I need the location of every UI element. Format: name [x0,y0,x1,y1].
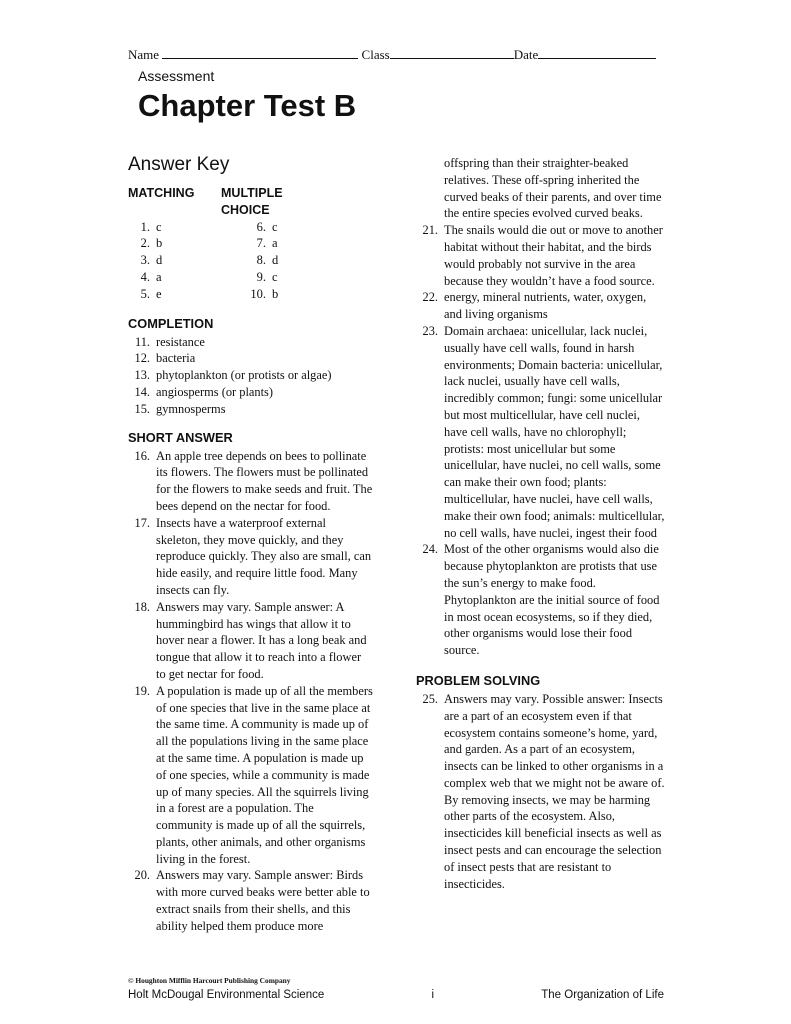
item-number: 3. [140,253,150,268]
item-answer: c [272,269,278,284]
list-item [128,252,221,269]
list-item [128,515,373,599]
item-number: 20. [134,868,150,883]
item-number: 5. [140,286,150,301]
item-answer: a [156,269,162,284]
list-item [416,541,666,659]
item-number: 8. [256,253,266,268]
item-answer: c [272,219,278,234]
item-number: 24. [422,542,438,557]
list-item [128,401,373,418]
item-answer: e [156,286,162,301]
footer-page-number: i [431,989,435,1001]
item-number: 23. [422,323,438,338]
matching-heading: MATCHING [128,186,195,200]
footer-book-title: Holt McDougal Environmental Science [128,989,325,1001]
problem-solving-heading: PROBLEM SOLVING [416,672,541,688]
list-item [416,222,666,289]
item-number: 16. [134,448,150,463]
item-number: 19. [134,683,150,698]
item-text: gymnosperms [156,401,226,416]
item-number: 4. [140,269,150,284]
list-item [128,269,221,286]
list-item [221,269,321,286]
item-text: Domain archaea: unicellular, lack nuclei, usually have cell walls, found in harsh environments; Domain bacteria: unicellular, lack nuclei, usually have cell walls, incredibly common; fungi: some unicellular but most multicellular, have cell nuclei, have cell walls, have no chlorophyll; protists: most unicellular but some unicellular, have nuclei, no cell walls, some can make their own food; plants: multicellular, have nuclei, have cell walls, make their own food; animals: multicellular, no cell walls, have nuclei, ingest their food [444,323,665,540]
list-item [221,219,321,236]
item-number: 2. [140,236,150,251]
short-answer-list [128,448,373,935]
item-text: Insects have a waterproof external skeleton, they move quickly, and they reproduce quickly. They also are small, can hide easily, and require little food. Many insects can fly. [156,515,372,597]
item-text: resistance [156,334,205,349]
item-answer: b [272,286,279,301]
item-answer: a [272,236,278,251]
item-number: 25. [422,691,438,706]
class-blank [390,46,514,59]
item-text: angiosperms (or plants) [156,384,273,399]
list-item [416,289,666,323]
item-text: Most of the other organisms would also die because phytoplankton are protists that use the sun’s energy to make food. Phytoplankton are the initial source of food in most ocean ecosystems, so if they died, other organisms would lose their food source. [444,542,660,658]
list-item [128,867,373,934]
item-number: 1. [140,219,150,234]
matching-list [128,219,221,303]
item-number: 17. [134,515,150,530]
item-number: 22. [422,290,438,305]
date-label: Date [513,47,539,62]
list-item [128,599,373,683]
list-item [128,235,221,252]
footer-chapter-title: The Organization of Life [541,989,664,1001]
item-number: 18. [134,599,150,614]
item-20-continued: offspring than their straighter-beaked relatives. These off-spring inherited the curved beaks of their parents, and over time the entire species evolved curved beaks. [444,156,662,221]
item-answer: d [272,253,279,268]
multiple-choice-list [221,219,321,303]
left-column [128,154,373,935]
item-text: Answers may vary. Sample answer: Birds with more curved beaks were better able to extract snails from their shells, and this ability helped them produce more [156,868,370,933]
item-number: 7. [256,236,266,251]
item-number: 11. [134,334,150,349]
short-answer-heading: SHORT ANSWER [128,429,233,445]
assessment-label: Assessment [138,68,215,84]
copyright-notice: © Houghton Mifflin Harcourt Publishing Company [128,976,291,985]
list-item [128,367,373,384]
item-number: 15. [134,401,150,416]
item-number: 14. [134,384,150,399]
list-item [128,384,373,401]
list-item [221,286,321,303]
list-item [416,323,666,541]
list-item [128,286,221,303]
item-answer: c [156,219,162,234]
item-number: 10. [250,286,266,301]
list-item [416,691,666,893]
completion-list [128,334,373,418]
item-number: 6. [256,219,266,234]
list-item [221,235,321,252]
list-item [128,683,373,868]
date-blank [538,46,656,59]
item-text: Answers may vary. Possible answer: Insects are a part of an ecosystem even if that ecosystem contains someone’s home, yard, and garden. As a part of an ecosystem, insects can be linked to other organisms in a complex web that we might not be aware of. By removing insects, we may be harming other parts of the ecosystem. Also, insecticides kill beneficial insects as well as insect pests and can encourage the selection of insect pests that are resistant to insecticides. [444,691,665,891]
item-number: 12. [134,351,150,366]
list-item [128,219,221,236]
item-text: energy, mineral nutrients, water, oxygen, and living organisms [444,290,647,322]
item-answer: d [156,253,163,268]
item-text: phytoplankton (or protists or algae) [156,368,332,383]
right-column [416,155,666,892]
item-text: bacteria [156,351,196,366]
name-label: Name [128,47,160,62]
item-text: An apple tree depends on bees to pollinate its flowers. The flowers must be pollinated for the flowers to make seeds and fruit. The bees depend on the nectar for food. [156,448,373,513]
item-number: 13. [134,368,150,383]
item-text: Answers may vary. Sample answer: A hummingbird has wings that allow it to hover near a flower. It has a long beak and tongue that allow it to reach into a flower to get nectar for food. [156,599,367,681]
completion-heading: COMPLETION [128,315,214,331]
list-item [128,350,373,367]
page-title: Chapter Test B [138,88,357,123]
item-number: 21. [422,223,438,238]
item-text: A population is made up of all the members of one species that live in the same place at the same time. A community is made up of all the populations living in the same place at the same time. A population is made up of one species, while a community is made up of many species. All the squirrels living in a forest are a population. The community is made up of all the squirrels, plants, other animals, and other organisms living in the forest. [156,683,373,866]
item-answer: b [156,236,163,251]
student-info-line [128,46,668,63]
list-item [221,252,321,269]
list-item [128,448,373,515]
answer-key-heading: Answer Key [128,154,230,175]
name-blank [162,46,358,59]
item-number: 9. [256,269,266,284]
matching-mc-section [128,185,373,303]
list-item [128,334,373,351]
multiple-choice-heading: MULTIPLE CHOICE [221,186,283,217]
page-footer [128,989,664,1001]
class-label: Class [361,47,390,62]
item-text: The snails would die out or move to another habitat without their habitat, and the birds would probably not survive in the area because they wouldn’t have a food source. [444,223,663,288]
